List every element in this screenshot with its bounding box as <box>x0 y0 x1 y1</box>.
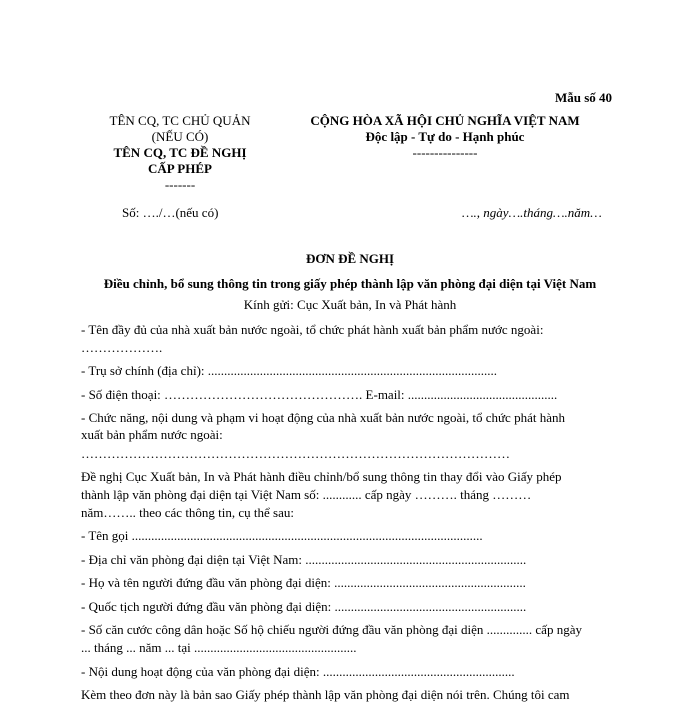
field-headquarters: - Trụ sở chính (địa chỉ): ......................................................................................... <box>81 363 498 378</box>
field-publisher-name-blank: ………………. <box>81 340 163 355</box>
field-office-address: - Địa chỉ văn phòng đại diện tại Việt Nam: .................................................................... <box>81 552 527 567</box>
date-line: …., ngày….tháng….năm… <box>462 205 602 220</box>
field-head-nationality: - Quốc tịch người đứng đầu văn phòng đại diện: ........................................................... <box>81 599 527 614</box>
subtitle: Điều chỉnh, bổ sung thông tin trong giấy phép thành lập văn phòng đại diện tại Việt Nam <box>103 276 597 291</box>
field-head-id-line2: ... tháng ... năm ... tại .................................................. <box>81 640 357 655</box>
field-name: - Tên gọi ............................................................................................................ <box>81 528 483 543</box>
field-head-id-line1: - Số căn cước công dân hoặc Số hộ chiếu người đứng đầu văn phòng đại diện .............. cấp ngày <box>81 622 582 637</box>
form-number: Mẫu số 40 <box>555 90 613 105</box>
attachment-paragraph: Kèm theo đơn này là bản sao Giấy phép thành lập văn phòng đại diện nói trên. Chúng tôi cam <box>81 687 570 702</box>
request-paragraph-line1: Đề nghị Cục Xuất bản, In và Phát hành điều chỉnh/bổ sung thông tin thay đổi vào Giấy phép <box>81 469 562 484</box>
field-phone-email: - Số điện thoại: ………………………………………. E-mail: .............................................. <box>81 387 558 402</box>
page-title: ĐƠN ĐỀ NGHỊ <box>305 251 395 266</box>
parent-agency-label: TÊN CQ, TC CHỦ QUẢN <box>109 113 251 128</box>
document-number: Số: …./…(nếu có) <box>122 205 219 220</box>
left-divider: ------- <box>164 177 196 192</box>
field-publisher-name-label: - Tên đầy đủ của nhà xuất bản nước ngoài, tổ chức phát hành xuất bản phẩm nước ngoài: <box>81 322 544 337</box>
field-functions-blank: ……………………………………………………………………………………… <box>81 446 510 461</box>
parent-agency-note: (NẾU CÓ) <box>151 129 209 144</box>
right-header <box>295 113 595 161</box>
left-header <box>100 113 260 193</box>
requesting-agency-label: TÊN CQ, TC ĐỀ NGHỊ <box>113 145 247 160</box>
nation-title: CỘNG HÒA XÃ HỘI CHỦ NGHĨA VIỆT NAM <box>310 113 580 128</box>
request-paragraph-line3: năm…….. theo các thông tin, cụ thể sau: <box>81 505 295 520</box>
field-functions-label: - Chức năng, nội dung và phạm vi hoạt động của nhà xuất bản nước ngoài, tổ chức phát hành <box>81 410 565 425</box>
permit-label: CẤP PHÉP <box>148 161 212 176</box>
motto: Độc lập - Tự do - Hạnh phúc <box>365 129 525 144</box>
request-paragraph-line2: thành lập văn phòng đại diện tại Việt Nam số: ............ cấp ngày ………. tháng ……… <box>81 487 532 502</box>
recipient: Kính gửi: Cục Xuất bản, In và Phát hành <box>243 297 457 312</box>
field-head-name: - Họ và tên người đứng đầu văn phòng đại diện: ........................................................... <box>81 575 526 590</box>
field-office-activities: - Nội dung hoạt động của văn phòng đại diện: ........................................................... <box>81 664 515 679</box>
right-divider: --------------- <box>412 145 478 160</box>
field-functions-label-cont: xuất bản phẩm nước ngoài: <box>81 427 223 442</box>
